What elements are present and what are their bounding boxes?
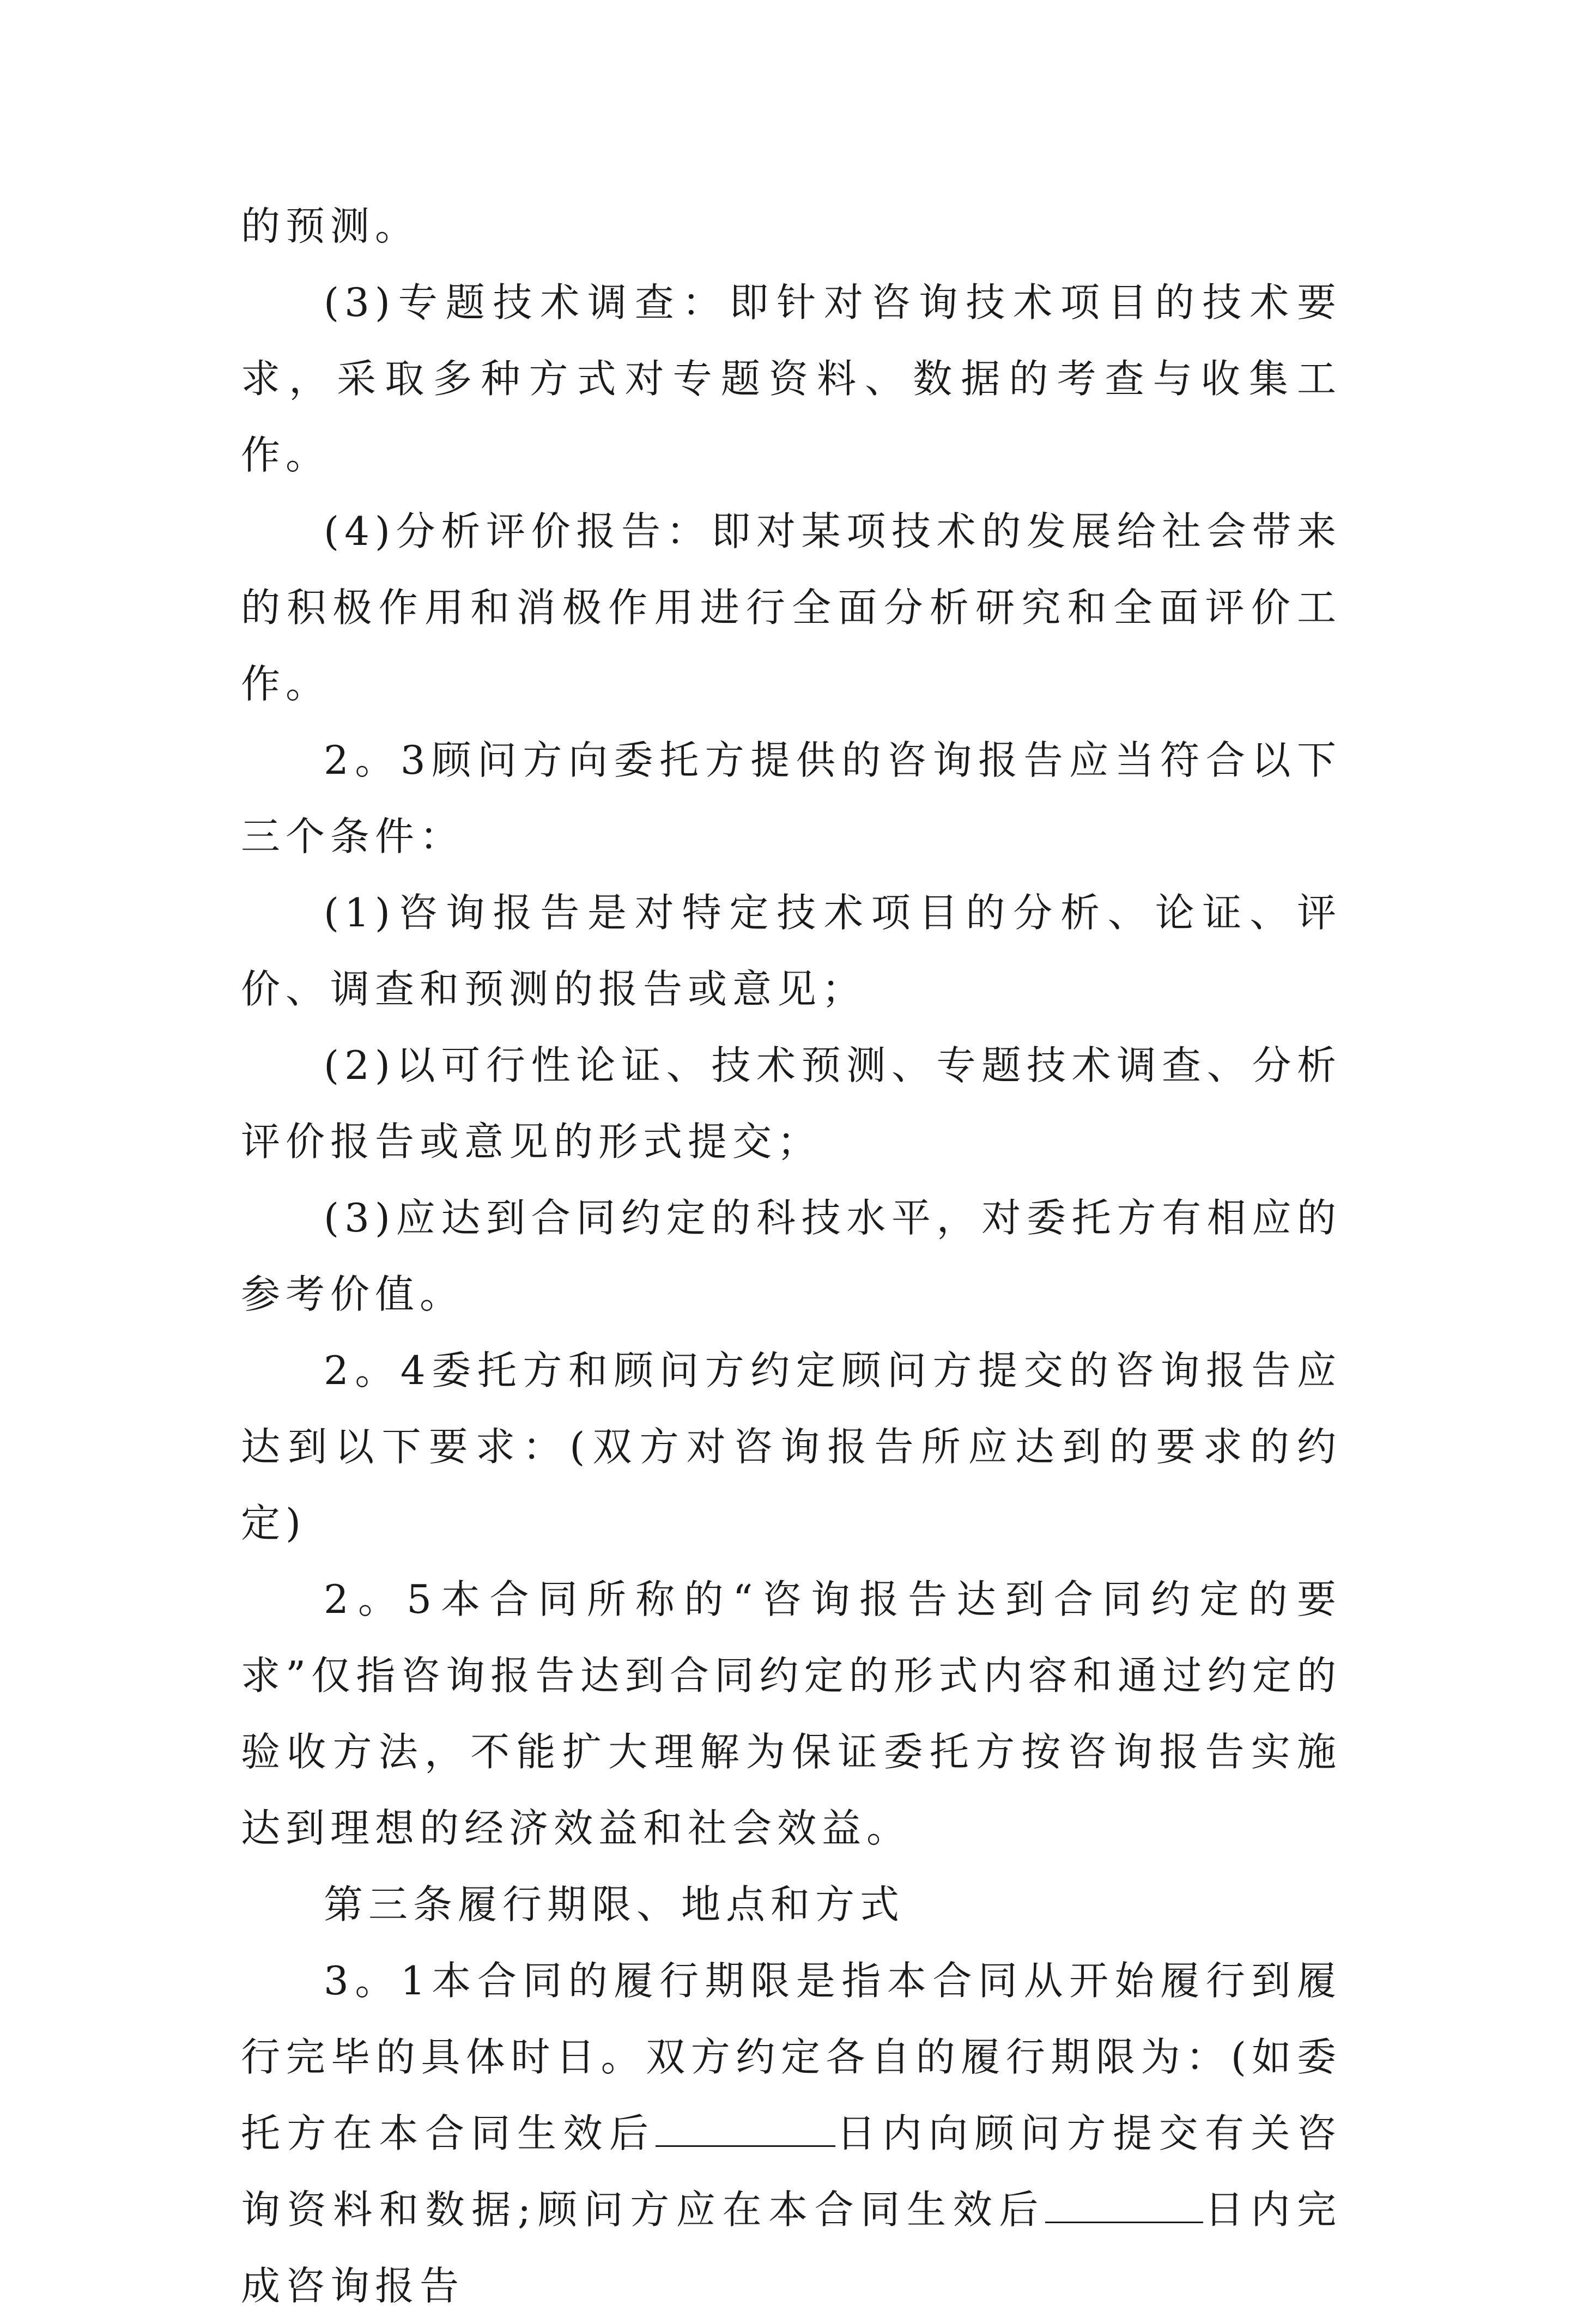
paragraph-condition-3: (3)应达到合同约定的科技水平，对委托方有相应的参考价值。 xyxy=(241,1195,1342,1317)
clause-3-1-text-part3: 日内完成咨询报告 xyxy=(241,2187,1342,2309)
fill-in-blank-days-consultant[interactable] xyxy=(1045,2186,1203,2223)
paragraph-condition-1: (1)咨询报告是对特定技术项目的分析、论证、评价、调查和预测的报告或意见； xyxy=(241,890,1342,1012)
section-heading-article-3: 第三条履行期限、地点和方式 xyxy=(324,1882,905,1927)
paragraph-clause-2-3: 2。3顾问方向委托方提供的咨询报告应当符合以下三个条件： xyxy=(241,737,1342,859)
paragraph-special-tech-survey: (3)专题技术调查：即针对咨询技术项目的技术要求，采取多种方式对专题资料、数据的考查与收集工作。 xyxy=(241,280,1342,478)
paragraph-clause-3-1 xyxy=(241,1943,1342,2324)
paragraph-clause-2-5: 2。5本合同所称的“咨询报告达到合同约定的要求”仅指咨询报告达到合同约定的形式内容和通过约定的验收方法，不能扩大理解为保证委托方按咨询报告实施达到理想的经济效益和社会效益。 xyxy=(241,1576,1342,1851)
clause-3-1-text-part1: 3。1本合同的履行期限是指本合同从开始履行到履行完毕的具体时日。双方约定各自的履行期限为：(如委托方在本合同生效后 xyxy=(241,1958,1342,2156)
paragraph-analysis-evaluation-report: (4)分析评价报告：即对某项技术的发展给社会带来的积极作用和消极作用进行全面分析研究和全面评价工作。 xyxy=(241,508,1342,707)
paragraph-clause-2-4: 2。4委托方和顾问方约定顾问方提交的咨询报告应达到以下要求：(双方对咨询报告所应达到的要求的约定) xyxy=(241,1348,1342,1546)
fill-in-blank-days-client[interactable] xyxy=(656,2109,835,2147)
clause-3-1-text-part2: 日内向顾问方提交有关咨询资料和数据;顾问方应在本合同生效后 xyxy=(241,2110,1342,2232)
paragraph-continuation: 的预测。 xyxy=(241,203,420,249)
paragraph-condition-2: (2)以可行性论证、技术预测、专题技术调查、分析评价报告或意见的形式提交； xyxy=(241,1042,1342,1164)
document-page xyxy=(241,188,1342,2324)
